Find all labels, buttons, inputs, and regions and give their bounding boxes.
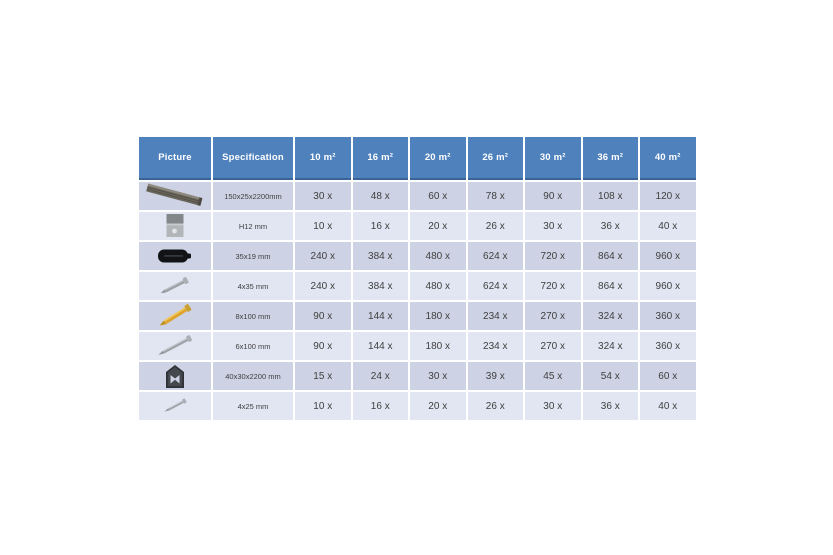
spec-cell: 150x25x2200mm [213,182,293,210]
screw-silver-small-icon [157,397,193,415]
header-specification: Specification [213,137,293,180]
header-20m2: 20 m² [410,137,466,180]
count-cell: 864 x [583,272,639,300]
picture-cell [139,212,211,240]
spec-cell: 35x19 mm [213,242,293,270]
count-cell: 90 x [525,182,581,210]
count-cell: 120 x [640,182,696,210]
screw-gold-icon [152,303,198,329]
count-cell: 36 x [583,392,639,420]
fixing-clip-icon [156,247,194,265]
count-cell: 108 x [583,182,639,210]
count-cell: 144 x [353,332,409,360]
picture-cell [139,362,211,390]
count-cell: 270 x [525,302,581,330]
count-cell: 30 x [525,212,581,240]
count-cell: 10 x [295,212,351,240]
count-cell: 24 x [353,362,409,390]
count-cell: 960 x [640,242,696,270]
count-cell: 30 x [525,392,581,420]
count-cell: 624 x [468,242,524,270]
count-cell: 360 x [640,332,696,360]
count-cell: 45 x [525,362,581,390]
count-cell: 30 x [410,362,466,390]
count-cell: 324 x [583,302,639,330]
spec-cell: 8x100 mm [213,302,293,330]
count-cell: 180 x [410,302,466,330]
count-cell: 324 x [583,332,639,360]
product-quantity-table [139,137,696,420]
count-cell: 180 x [410,332,466,360]
spec-cell: 4x25 mm [213,392,293,420]
count-cell: 60 x [410,182,466,210]
spec-cell: H12 mm [213,212,293,240]
picture-cell [139,272,211,300]
profile-channel-icon [162,363,188,390]
count-cell: 240 x [295,272,351,300]
picture-cell [139,392,211,420]
count-cell: 30 x [295,182,351,210]
count-cell: 234 x [468,302,524,330]
header-40m2: 40 m² [640,137,696,180]
count-cell: 78 x [468,182,524,210]
count-cell: 960 x [640,272,696,300]
count-cell: 60 x [640,362,696,390]
picture-cell [139,242,211,270]
count-cell: 36 x [583,212,639,240]
header-26m2: 26 m² [468,137,524,180]
spec-cell: 6x100 mm [213,332,293,360]
h-bracket-icon [164,213,186,239]
count-cell: 720 x [525,272,581,300]
count-cell: 384 x [353,242,409,270]
count-cell: 16 x [353,212,409,240]
header-picture: Picture [139,137,211,180]
count-cell: 90 x [295,332,351,360]
count-cell: 20 x [410,212,466,240]
header-36m2: 36 m² [583,137,639,180]
count-cell: 480 x [410,242,466,270]
count-cell: 864 x [583,242,639,270]
picture-cell [139,302,211,330]
count-cell: 90 x [295,302,351,330]
count-cell: 480 x [410,272,466,300]
header-10m2: 10 m² [295,137,351,180]
picture-cell [139,182,211,210]
count-cell: 10 x [295,392,351,420]
count-cell: 26 x [468,392,524,420]
count-cell: 26 x [468,212,524,240]
count-cell: 240 x [295,242,351,270]
count-cell: 40 x [640,212,696,240]
count-cell: 624 x [468,272,524,300]
count-cell: 720 x [525,242,581,270]
screw-silver-icon [154,275,196,297]
header-16m2: 16 m² [353,137,409,180]
count-cell: 15 x [295,362,351,390]
count-cell: 270 x [525,332,581,360]
count-cell: 384 x [353,272,409,300]
count-cell: 54 x [583,362,639,390]
count-cell: 360 x [640,302,696,330]
count-cell: 40 x [640,392,696,420]
count-cell: 16 x [353,392,409,420]
spec-cell: 4x35 mm [213,272,293,300]
count-cell: 48 x [353,182,409,210]
picture-cell [139,332,211,360]
spec-cell: 40x30x2200 mm [213,362,293,390]
header-30m2: 30 m² [525,137,581,180]
screw-silver-long-icon [152,334,198,358]
decking-board-icon [142,182,208,210]
count-cell: 234 x [468,332,524,360]
count-cell: 39 x [468,362,524,390]
count-cell: 20 x [410,392,466,420]
count-cell: 144 x [353,302,409,330]
